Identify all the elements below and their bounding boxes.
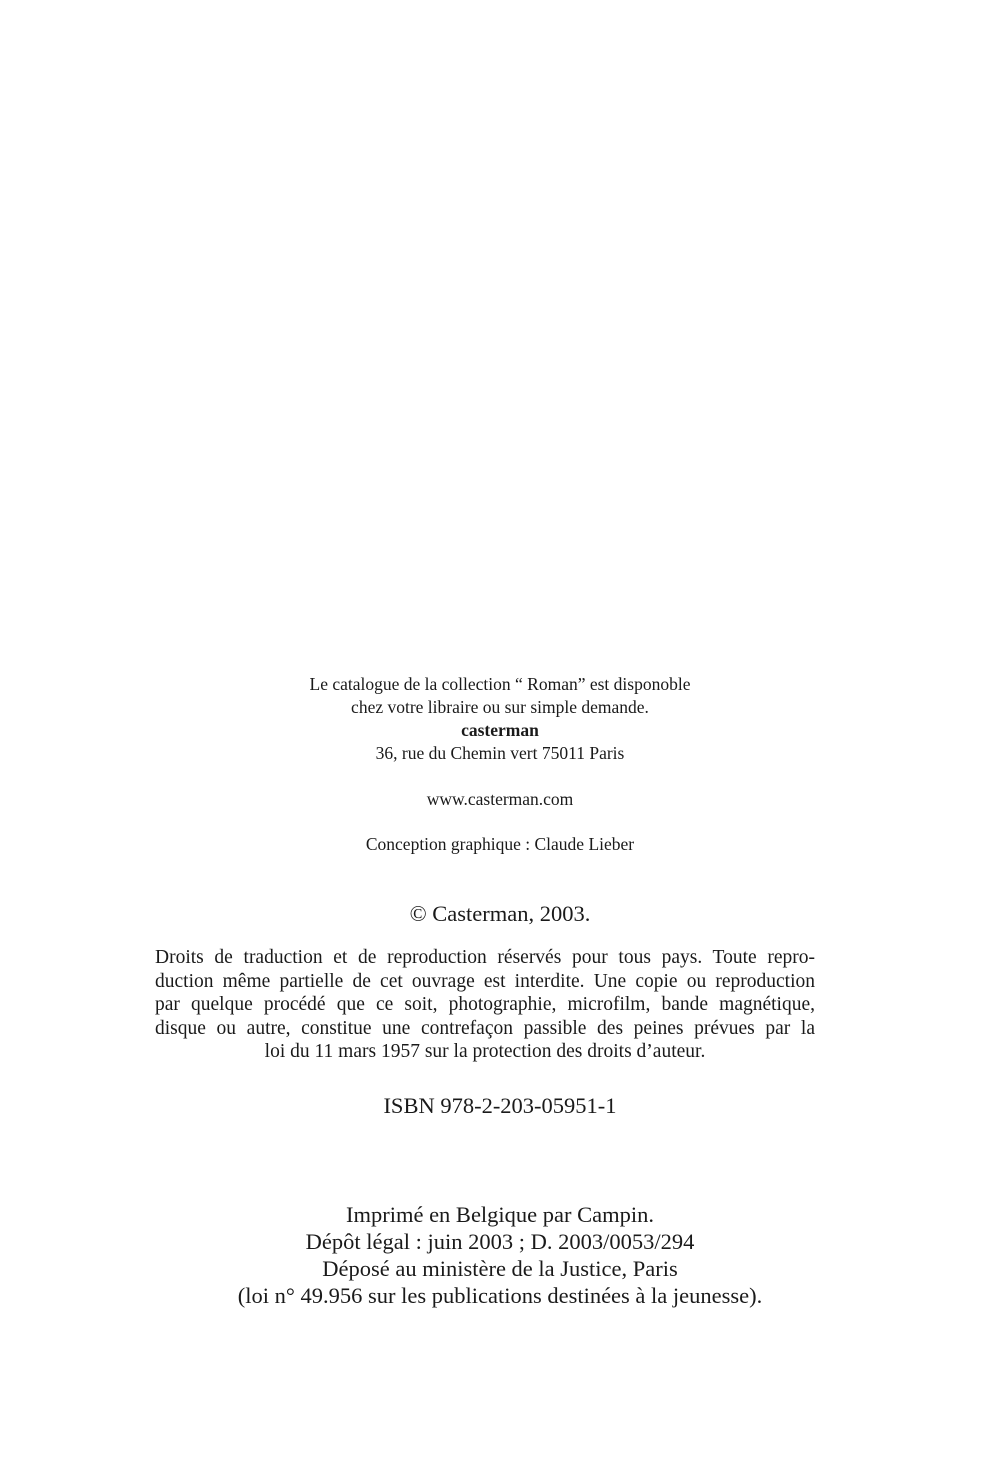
rights-notice-line: duction même partielle de cet ouvrage est interdite. Une copie ou reproduction bbox=[155, 970, 815, 992]
rights-notice-line: Droits de traduction et de reproduction réservés pour tous pays. Toute repro- bbox=[155, 947, 815, 968]
printing-line-1: Imprimé en Belgique par Campin. bbox=[345, 1202, 655, 1227]
printing-line-4: (loi n° 49.956 sur les publications destinées à la jeunesse). bbox=[237, 1283, 763, 1308]
rights-notice bbox=[155, 946, 815, 1064]
publisher-website: www.casterman.com bbox=[426, 789, 574, 809]
publisher-name: casterman bbox=[461, 720, 539, 740]
design-credit: Conception graphique : Claude Lieber bbox=[365, 834, 635, 854]
rights-notice-line: loi du 11 mars 1957 sur la protection des droits d’auteur. bbox=[264, 1041, 706, 1062]
printing-line-3: Déposé au ministère de la Justice, Paris bbox=[322, 1256, 678, 1281]
rights-notice-line: par quelque procédé que ce soit, photographie, microfilm, bande magnétique, bbox=[155, 994, 815, 1015]
isbn: ISBN 978-2-203-05951-1 bbox=[383, 1093, 617, 1118]
publisher-address: 36, rue du Chemin vert 75011 Paris bbox=[375, 743, 625, 763]
copyright-notice: © Casterman, 2003. bbox=[409, 901, 591, 926]
catalogue-notice-line-2: chez votre libraire ou sur simple demande. bbox=[351, 697, 649, 717]
rights-notice-line: disque ou autre, constitue une contrefaçon passible des peines prévues par la bbox=[155, 1017, 815, 1039]
printing-line-2: Dépôt légal : juin 2003 ; D. 2003/0053/294 bbox=[305, 1229, 695, 1254]
catalogue-notice-line-1: Le catalogue de la collection “ Roman” est disponoble bbox=[309, 674, 691, 694]
